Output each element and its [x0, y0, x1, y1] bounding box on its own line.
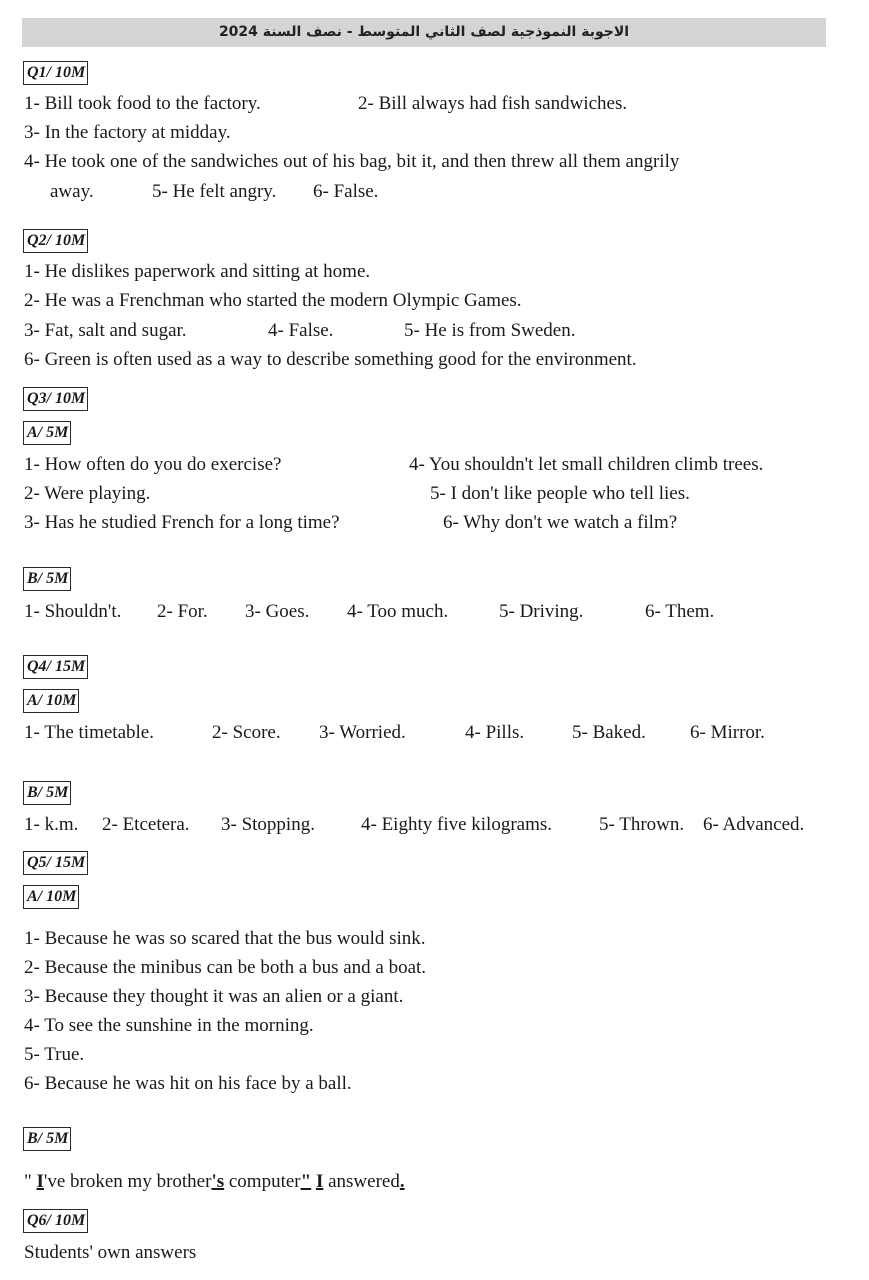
q2-answer-3: 3- Fat, salt and sugar. — [24, 320, 187, 341]
q3-b-answer-2: 2- For. — [157, 601, 208, 622]
sentence-part-1: 've broken my brother — [43, 1171, 212, 1192]
q4-b-label: B/ 5M — [23, 781, 71, 805]
q4-a-answer-3: 3- Worried. — [319, 722, 406, 743]
q4-a-label: A/ 10M — [23, 689, 79, 713]
q3-a-answer-5: 5- I don't like people who tell lies. — [430, 483, 690, 504]
q2-answer-1: 1- He dislikes paperwork and sitting at home. — [24, 261, 371, 282]
q4-b-answer-3: 3- Stopping. — [221, 814, 315, 835]
quote-open: " — [24, 1171, 37, 1192]
q1-label: Q1/ 10M — [23, 61, 88, 85]
q6-label: Q6/ 10M — [23, 1209, 88, 1233]
q4-b-answer-5: 5- Thrown. — [599, 814, 685, 835]
q4-a-answer-6: 6- Mirror. — [690, 722, 765, 743]
q3-a-answer-1: 1- How often do you do exercise? — [24, 454, 282, 475]
q5-a-label: A/ 10M — [23, 885, 79, 909]
q2-answer-4: 4- False. — [268, 320, 334, 341]
page-header: الاجوبة النموذجية لصف الثاني المتوسط - نصف السنة 2024 — [22, 18, 826, 47]
q5-a-answer-4: 4- To see the sunshine in the morning. — [24, 1015, 314, 1036]
sentence-part-2: computer — [224, 1171, 301, 1192]
q3-b-answer-1: 1- Shouldn't. — [24, 601, 122, 622]
q5-a-answer-2: 2- Because the minibus can be both a bus and a boat. — [24, 957, 427, 978]
q3-a-answer-4: 4- You shouldn't let small children climb trees. — [409, 454, 764, 475]
q1-answer-2: 2- Bill always had fish sandwiches. — [358, 93, 628, 114]
q4-a-answer-4: 4- Pills. — [465, 722, 525, 743]
q4-a-answer-2: 2- Score. — [212, 722, 281, 743]
q4-b-answer-4: 4- Eighty five kilograms. — [361, 814, 553, 835]
q1-answer-1: 1- Bill took food to the factory. — [24, 93, 261, 114]
q3-a-label: A/ 5M — [23, 421, 71, 445]
underlined-quote: " — [300, 1171, 312, 1192]
q5-a-answer-5: 5- True. — [24, 1044, 85, 1065]
q3-a-answer-6: 6- Why don't we watch a film? — [443, 512, 678, 533]
q4-b-answer-6: 6- Advanced. — [703, 814, 805, 835]
q4-a-answer-1: 1- The timetable. — [24, 722, 154, 743]
q3-label: Q3/ 10M — [23, 387, 88, 411]
underlined-possessive: 's — [211, 1171, 225, 1192]
q3-b-answer-5: 5- Driving. — [499, 601, 584, 622]
q5-b-label: B/ 5M — [23, 1127, 71, 1151]
q1-answer-5: 5- He felt angry. — [152, 181, 277, 202]
q1-answer-6: 6- False. — [313, 181, 379, 202]
q5-b-sentence — [24, 1171, 405, 1193]
q3-b-answer-6: 6- Them. — [645, 601, 715, 622]
q4-label: Q4/ 15M — [23, 655, 88, 679]
underlined-period: . — [399, 1171, 405, 1192]
q5-a-answer-1: 1- Because he was so scared that the bus would sink. — [24, 928, 426, 949]
q1-answer-4-cont: away. — [50, 181, 94, 202]
q4-b-answer-1: 1- k.m. — [24, 814, 79, 835]
q2-answer-6: 6- Green is often used as a way to describe something good for the environment. — [24, 349, 637, 370]
sentence-part-3: answered — [323, 1171, 400, 1192]
q2-answer-5: 5- He is from Sweden. — [404, 320, 576, 341]
q2-label: Q2/ 10M — [23, 229, 88, 253]
q2-answer-2: 2- He was a Frenchman who started the modern Olympic Games. — [24, 290, 522, 311]
q5-label: Q5/ 15M — [23, 851, 88, 875]
q1-answer-4: 4- He took one of the sandwiches out of his bag, bit it, and then threw all them angrily — [24, 151, 680, 172]
q4-b-answer-2: 2- Etcetera. — [102, 814, 190, 835]
q3-b-answer-4: 4- Too much. — [347, 601, 449, 622]
underlined-i: I — [36, 1171, 44, 1192]
underlined-i-2: I — [315, 1171, 324, 1192]
q3-b-label: B/ 5M — [23, 567, 71, 591]
q4-a-answer-5: 5- Baked. — [572, 722, 646, 743]
q1-answer-3: 3- In the factory at midday. — [24, 122, 231, 143]
q3-b-answer-3: 3- Goes. — [245, 601, 310, 622]
q6-answer: Students' own answers — [24, 1242, 197, 1263]
q5-a-answer-3: 3- Because they thought it was an alien or a giant. — [24, 986, 404, 1007]
q3-a-answer-3: 3- Has he studied French for a long time? — [24, 512, 340, 533]
q3-a-answer-2: 2- Were playing. — [24, 483, 151, 504]
q5-a-answer-6: 6- Because he was hit on his face by a ball. — [24, 1073, 352, 1094]
